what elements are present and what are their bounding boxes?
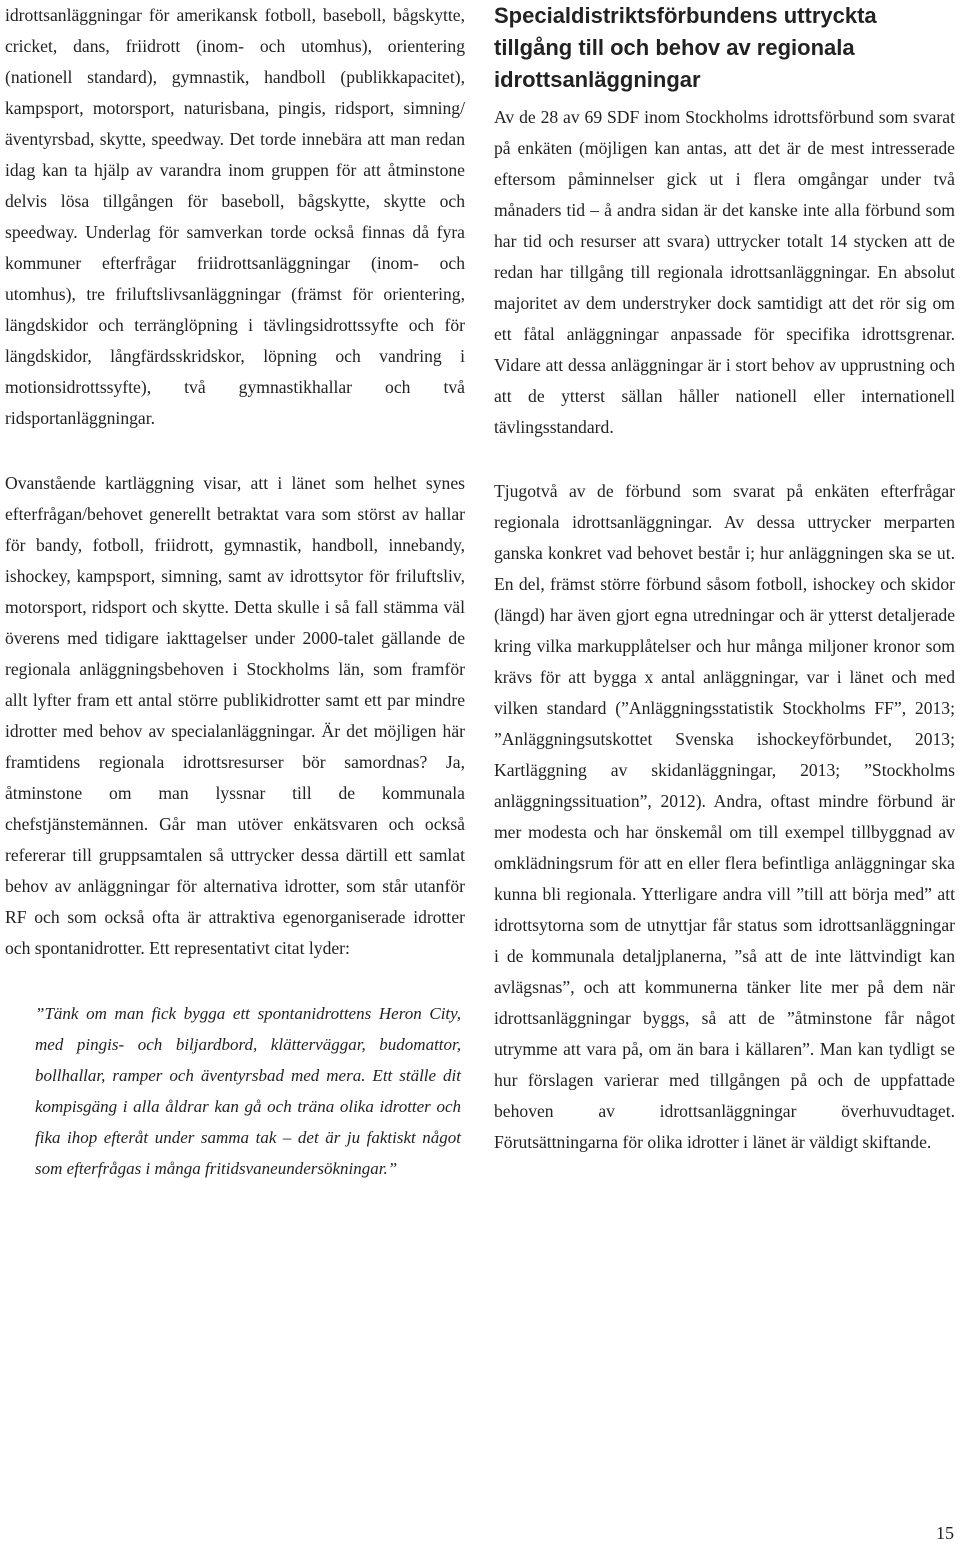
right-paragraph-1: Av de 28 av 69 SDF inom Stockholms idrottsförbund som svarat på enkäten (möjligen kan antas, att det är de mest intresserade eftersom påminnelser gick ut i flera omgångar under två månaders tid – å andra sidan är det kanske inte alla förbund som har tid och resurser att svara) uttrycker totalt 14 stycken att de redan har tillgång till regionala idrottsanläggningar. En absolut majoritet av dem understryker dock samtidigt att det rör sig om ett fåtal anläggningar anpassade för specifika idrottsgrenar. Vidare att dessa anläggningar är i stort behov av upprustning och att de ytterst sällan håller nationell eller internationell tävlingsstandard. [494,107,955,437]
right-column [494,0,955,1158]
right-paragraph-2: Tjugotvå av de förbund som svarat på enkäten efterfrågar regionala idrottsanläggningar. Av dessa uttrycker merparten ganska konkret vad behovet består i; hur anläggningen ska se ut. En del, främst större förbund såsom fotboll, ishockey och skidor (längd) har även gjort egna utredningar och är ytterst detaljerade kring vilka markupplåtelser och hur många miljoner kronor som krävs för att bygga x antal anläggningar, var i länet och med vilken standard (”Anläggningsstatistik Stockholms FF”, 2013; ”Anläggningsutskottet Svenska ishockeyförbundet, 2013; Kartläggning av skidanläggningar, 2013; ”Stockholms anläggningssituation”, 2012). Andra, oftast mindre förbund är mer modesta och har önskemål om till exempel tillbyggnad av omklädningsrum för att en eller flera befintliga anläggningar ska kunna bli regionala. Ytterligare andra vill ”till att börja med” att idrottsytorna som de utnyttjar får status som idrottsanläggningar i de kommunala detaljplanerna, ”så att de inte lättvindigt kan avlägsnas”, och att kommunerna tänker lite mer på dem när idrottsanläggningar byggs, så att de ”åtminstone får något utrymme att vara på, om än bara i källaren”. Man kan tydligt se hur förslagen varierar med tillgången på och de uppfattade behoven av idrottsanläggningar överhuvudtaget. Förutsättningarna för olika idrotter i länet är väldigt skiftande. [494,481,955,1152]
left-paragraph-1: idrottsanläggningar för amerikansk fotboll, baseboll, bågskytte, cricket, dans, friidrott (inom- och utomhus), orientering (nationell standard), gymnastik, handboll (publikkapacitet), kampsport, motorsport, naturisbana, pingis, ridsport, simning/äventyrsbad, skytte, speedway. Det torde innebära att man redan idag kan ta hjälp av varandra inom gruppen för att åtminstone delvis lösa tillgången för baseboll, bågskytte, skytte och speedway. Underlag för samverkan torde också finnas då fyra kommuner efterfrågar friidrottsanläggningar (inom- och utomhus), tre friluftslivsanläggningar (främst för orientering, längdskidor och terränglöpning i tävlingsidrottssyfte och för längdskidor, långfärdsskridskor, löpning och vandring i motionsidrottssyfte), två gymnastikhallar och två ridsportanläggningar. [5,5,465,428]
representative-quote: ”Tänk om man fick bygga ett spontanidrottens Heron City, med pingis- och biljardbord, klätterväggar, budomattor, bollhallar, ramper och äventyrsbad med mera. Ett ställe dit kompisgäng i alla åldrar kan gå och träna olika idrotter och fika ihop efteråt under samma tak – det är ju faktiskt något som efterfrågas i många fritidsvaneundersökningar.” [35,1004,461,1178]
left-column [5,0,465,1184]
section-heading: Specialdistriktsförbundens uttryckta tillgång till och behov av regionala idrottsanläggningar [494,3,877,92]
page-number: 15 [936,1523,954,1543]
left-paragraph-2: Ovanstående kartläggning visar, att i länet som helhet synes efterfrågan/behovet generellt betraktat vara som störst av hallar för bandy, fotboll, friidrott, gymnastik, handboll, innebandy, ishockey, kampsport, simning, samt av idrottsytor för friluftsliv, motorsport, ridsport och skytte. Detta skulle i så fall stämma väl överens med tidigare iakttagelser under 2000-talet gällande de regionala anläggningsbehoven i Stockholms län, som framför allt lyfter fram ett antal större publikidrotter samt ett par mindre idrotter med behov av specialanläggningar. Är det möjligen här framtidens regionala idrottsresurser bör samordnas? Ja, åtminstone om man lyssnar till de kommunala chefstjänstemännen. Går man utöver enkätsvaren och också refererar till gruppsamtalen så uttrycker dessa därtill ett samlat behov av anläggningar för alternativa idrotter, som står utanför RF och som också ofta är attraktiva egenorganiserade idrotter och spontanidrotter. Ett representativt citat lyder: [5,473,465,958]
